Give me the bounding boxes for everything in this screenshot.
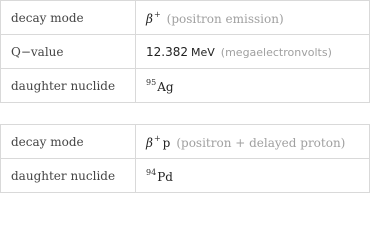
decay-info-table-1 bbox=[0, 0, 370, 103]
table-row bbox=[1, 35, 370, 69]
decay-mode-value bbox=[136, 1, 370, 35]
proton-symbol: p bbox=[162, 135, 171, 150]
decay-mode-value bbox=[136, 125, 370, 159]
table-row bbox=[1, 125, 370, 159]
q-value-cell bbox=[136, 35, 370, 69]
daughter-element: Pd bbox=[157, 169, 173, 184]
decay-mode-note: (positron emission) bbox=[166, 11, 284, 26]
decay-mode-label: decay mode bbox=[1, 125, 136, 159]
beta-symbol: β bbox=[146, 135, 153, 150]
beta-symbol: β bbox=[146, 11, 153, 26]
daughter-mass-number: 94 bbox=[146, 167, 157, 177]
q-value-unit: MeV bbox=[191, 45, 215, 59]
beta-superscript: + bbox=[153, 133, 161, 143]
daughter-nuclide-label: daughter nuclide bbox=[1, 69, 136, 103]
decay-info-table-2 bbox=[0, 124, 370, 193]
daughter-nuclide-value bbox=[136, 69, 370, 103]
daughter-nuclide-value bbox=[136, 159, 370, 193]
table-row bbox=[1, 1, 370, 35]
daughter-element: Ag bbox=[157, 79, 174, 94]
decay-mode-note: (positron + delayed proton) bbox=[176, 135, 346, 150]
decay-mode-label: decay mode bbox=[1, 1, 136, 35]
q-value-number: 12.382 bbox=[146, 44, 188, 59]
q-value-note: (megaelectronvolts) bbox=[220, 45, 332, 59]
beta-superscript: + bbox=[153, 9, 161, 19]
q-value-label: Q−value bbox=[1, 35, 136, 69]
table-row bbox=[1, 159, 370, 193]
table-row bbox=[1, 69, 370, 103]
daughter-nuclide-label: daughter nuclide bbox=[1, 159, 136, 193]
daughter-mass-number: 95 bbox=[146, 77, 157, 87]
